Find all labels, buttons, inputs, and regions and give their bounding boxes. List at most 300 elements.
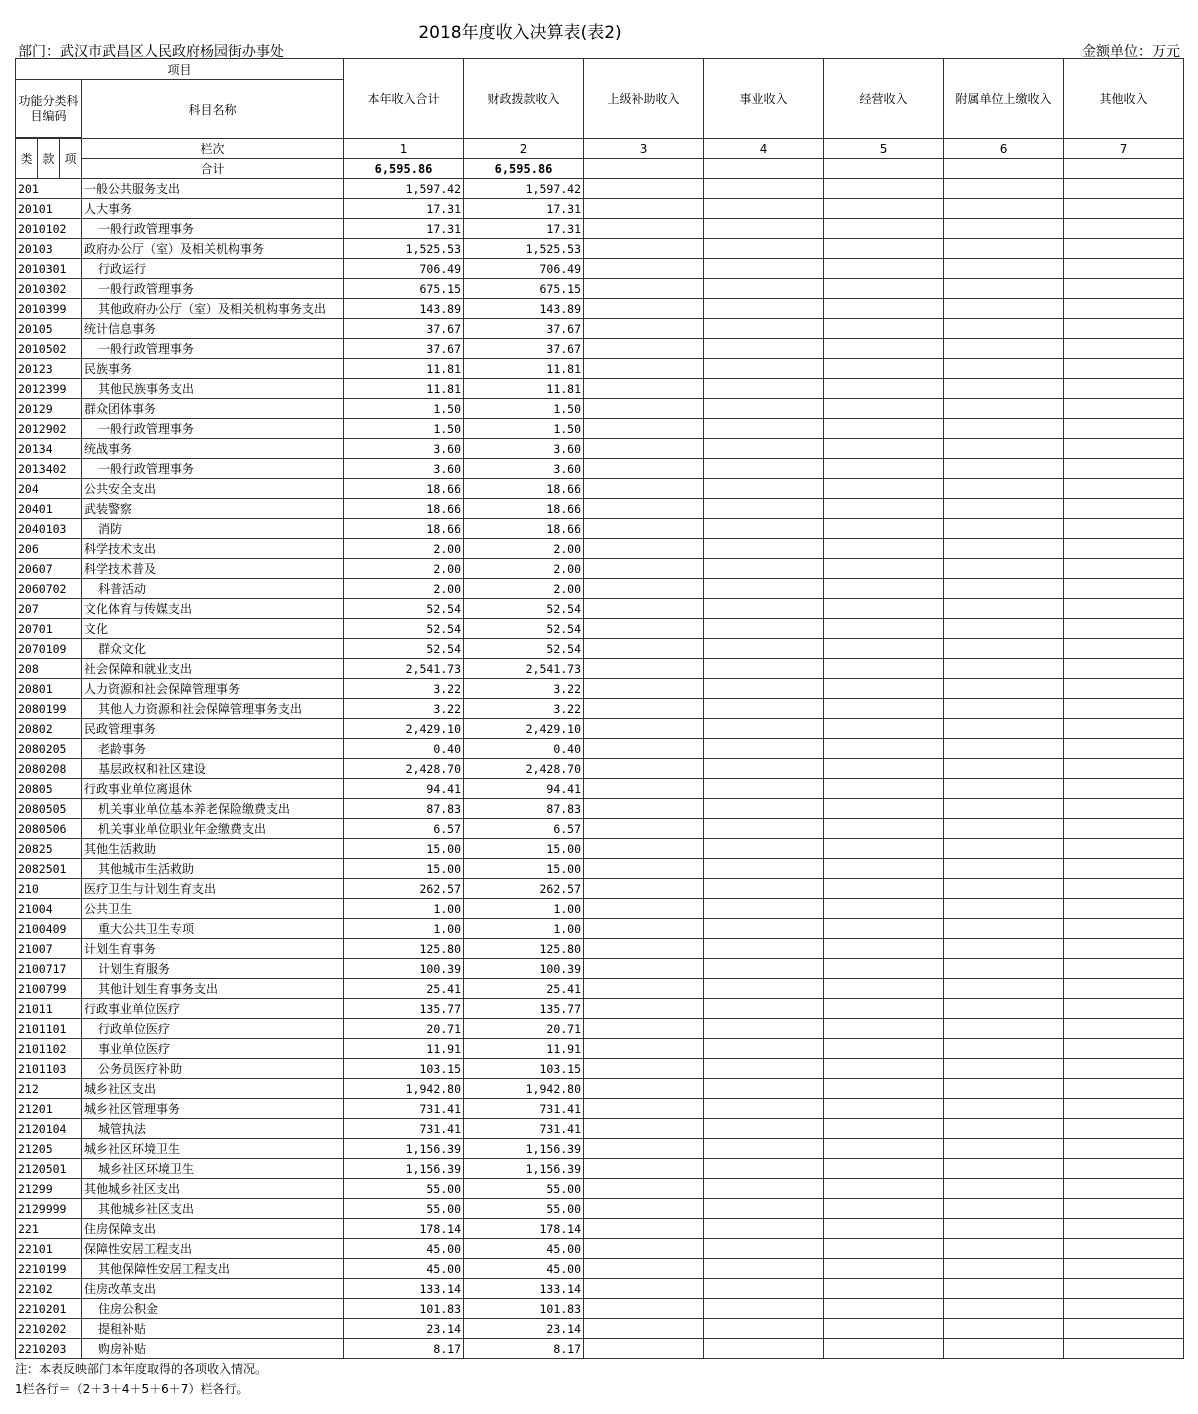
- row-value-c1: 1.00: [344, 899, 464, 919]
- row-empty-cell: [584, 279, 704, 299]
- row-empty-cell: [704, 419, 824, 439]
- row-code: 212: [16, 1079, 82, 1099]
- row-code: 2120104: [16, 1119, 82, 1139]
- row-empty-cell: [824, 419, 944, 439]
- row-empty-cell: [1064, 519, 1184, 539]
- row-value-c1: 3.60: [344, 459, 464, 479]
- row-subject-name: 群众团体事务: [82, 399, 344, 419]
- row-empty-cell: [944, 739, 1064, 759]
- row-empty-cell: [824, 979, 944, 999]
- row-empty-cell: [704, 939, 824, 959]
- row-empty-cell: [824, 439, 944, 459]
- row-empty-cell: [584, 759, 704, 779]
- row-value-c1: 3.22: [344, 699, 464, 719]
- row-empty-cell: [944, 919, 1064, 939]
- table-row: [16, 219, 1184, 239]
- row-empty-cell: [824, 1059, 944, 1079]
- row-code: 2010102: [16, 219, 82, 239]
- row-subject-name: 事业单位医疗: [82, 1039, 344, 1059]
- row-empty-cell: [584, 1099, 704, 1119]
- col-number-7: 7: [1064, 139, 1184, 159]
- row-empty-cell: [1064, 1119, 1184, 1139]
- row-value-c1: 731.41: [344, 1099, 464, 1119]
- row-empty-cell: [1064, 1259, 1184, 1279]
- row-subject-name: 行政事业单位医疗: [82, 999, 344, 1019]
- table-row: [16, 679, 1184, 699]
- row-value-c1: 1.50: [344, 419, 464, 439]
- row-value-c2: 1,942.80: [464, 1079, 584, 1099]
- row-empty-cell: [824, 639, 944, 659]
- row-empty-cell: [824, 619, 944, 639]
- row-empty-cell: [1064, 499, 1184, 519]
- row-empty-cell: [824, 579, 944, 599]
- row-empty-cell: [944, 319, 1064, 339]
- table-row: [16, 1119, 1184, 1139]
- row-value-c2: 2.00: [464, 579, 584, 599]
- row-value-c1: 100.39: [344, 959, 464, 979]
- row-empty-cell: [944, 259, 1064, 279]
- row-value-c2: 52.54: [464, 619, 584, 639]
- row-empty-cell: [1064, 1079, 1184, 1099]
- row-value-c2: 52.54: [464, 599, 584, 619]
- row-empty-cell: [944, 1339, 1064, 1359]
- row-empty-cell: [824, 199, 944, 219]
- table-row: [16, 399, 1184, 419]
- row-empty-cell: [704, 1159, 824, 1179]
- row-code: 2080505: [16, 799, 82, 819]
- row-empty-cell: [704, 1319, 824, 1339]
- row-empty-cell: [1064, 399, 1184, 419]
- row-value-c2: 3.22: [464, 679, 584, 699]
- row-empty-cell: [824, 1079, 944, 1099]
- row-empty-cell: [944, 459, 1064, 479]
- table-row: [16, 1299, 1184, 1319]
- row-value-c2: 103.15: [464, 1059, 584, 1079]
- row-empty-cell: [1064, 1099, 1184, 1119]
- row-empty-cell: [824, 1279, 944, 1299]
- row-empty-cell: [824, 1139, 944, 1159]
- row-empty-cell: [704, 519, 824, 539]
- row-code: 2060702: [16, 579, 82, 599]
- row-value-c2: 20.71: [464, 1019, 584, 1039]
- table-row: [16, 439, 1184, 459]
- table-row: [16, 459, 1184, 479]
- row-empty-cell: [944, 1239, 1064, 1259]
- row-value-c1: 6.57: [344, 819, 464, 839]
- row-subject-name: 科普活动: [82, 579, 344, 599]
- row-empty-cell: [704, 739, 824, 759]
- table-row: [16, 939, 1184, 959]
- col-number-4: 4: [704, 139, 824, 159]
- row-code: 21007: [16, 939, 82, 959]
- table-row: [16, 1039, 1184, 1059]
- row-empty-cell: [584, 1019, 704, 1039]
- table-row: [16, 279, 1184, 299]
- row-empty-cell: [944, 699, 1064, 719]
- row-value-c1: 2.00: [344, 539, 464, 559]
- row-empty-cell: [824, 799, 944, 819]
- row-empty-cell: [704, 379, 824, 399]
- row-empty-cell: [704, 799, 824, 819]
- table-row: [16, 319, 1184, 339]
- row-subject-name: 消防: [82, 519, 344, 539]
- row-empty-cell: [704, 679, 824, 699]
- row-empty-cell: [824, 179, 944, 199]
- row-empty-cell: [584, 1239, 704, 1259]
- row-empty-cell: [584, 879, 704, 899]
- row-value-c1: 45.00: [344, 1239, 464, 1259]
- header-col-1: 本年收入合计: [344, 59, 464, 139]
- row-value-c1: 125.80: [344, 939, 464, 959]
- row-value-c1: 675.15: [344, 279, 464, 299]
- row-empty-cell: [1064, 579, 1184, 599]
- row-empty-cell: [824, 299, 944, 319]
- row-subject-name: 人力资源和社会保障管理事务: [82, 679, 344, 699]
- row-empty-cell: [944, 1219, 1064, 1239]
- row-empty-cell: [1064, 239, 1184, 259]
- row-empty-cell: [704, 1259, 824, 1279]
- row-empty-cell: [824, 279, 944, 299]
- row-empty-cell: [944, 519, 1064, 539]
- row-value-c2: 17.31: [464, 199, 584, 219]
- row-code: 208: [16, 659, 82, 679]
- row-empty-cell: [704, 1179, 824, 1199]
- row-empty-cell: [944, 899, 1064, 919]
- row-empty-cell: [584, 1059, 704, 1079]
- row-empty-cell: [1064, 1139, 1184, 1159]
- row-empty-cell: [704, 1199, 824, 1219]
- row-empty-cell: [1064, 619, 1184, 639]
- row-empty-cell: [704, 559, 824, 579]
- row-subject-name: 民政管理事务: [82, 719, 344, 739]
- row-value-c2: 18.66: [464, 519, 584, 539]
- row-empty-cell: [824, 539, 944, 559]
- row-value-c1: 1,942.80: [344, 1079, 464, 1099]
- row-value-c2: 11.81: [464, 379, 584, 399]
- table-title: 2018年度收入决算表(表2): [418, 23, 622, 43]
- row-value-c2: 55.00: [464, 1199, 584, 1219]
- row-empty-cell: [704, 1059, 824, 1079]
- row-value-c1: 262.57: [344, 879, 464, 899]
- row-value-c1: 55.00: [344, 1179, 464, 1199]
- row-code: 20129: [16, 399, 82, 419]
- amount-unit-label: 金额单位：万元: [1082, 44, 1180, 60]
- row-code: 20123: [16, 359, 82, 379]
- row-value-c2: 731.41: [464, 1099, 584, 1119]
- row-subject-name: 一般行政管理事务: [82, 339, 344, 359]
- row-empty-cell: [944, 219, 1064, 239]
- row-empty-cell: [944, 1259, 1064, 1279]
- row-empty-cell: [584, 479, 704, 499]
- row-empty-cell: [824, 1239, 944, 1259]
- row-value-c1: 0.40: [344, 739, 464, 759]
- row-empty-cell: [584, 619, 704, 639]
- row-value-c2: 731.41: [464, 1119, 584, 1139]
- row-code: 206: [16, 539, 82, 559]
- table-row: [16, 739, 1184, 759]
- table-row: [16, 1199, 1184, 1219]
- row-empty-cell: [584, 1139, 704, 1159]
- row-empty-cell: [1064, 179, 1184, 199]
- row-value-c2: 135.77: [464, 999, 584, 1019]
- row-empty-cell: [1064, 719, 1184, 739]
- row-empty-cell: [944, 499, 1064, 519]
- row-empty-cell: [704, 659, 824, 679]
- row-empty-cell: [824, 819, 944, 839]
- row-empty-cell: [584, 559, 704, 579]
- row-empty-cell: [1064, 359, 1184, 379]
- row-subject-name: 重大公共卫生专项: [82, 919, 344, 939]
- row-subject-name: 群众文化: [82, 639, 344, 659]
- row-empty-cell: [704, 359, 824, 379]
- row-empty-cell: [1064, 919, 1184, 939]
- row-empty-cell: [944, 779, 1064, 799]
- table-row: [16, 1279, 1184, 1299]
- row-empty-cell: [584, 299, 704, 319]
- row-code: 20103: [16, 239, 82, 259]
- table-row: [16, 639, 1184, 659]
- row-empty-cell: [584, 459, 704, 479]
- row-empty-cell: [704, 179, 824, 199]
- row-empty-cell: [944, 799, 1064, 819]
- row-subject-name: 一般行政管理事务: [82, 459, 344, 479]
- table-row: [16, 239, 1184, 259]
- department-label: 部门：武汉市武昌区人民政府杨园街办事处: [18, 44, 284, 60]
- row-empty-cell: [944, 1079, 1064, 1099]
- row-value-c1: 94.41: [344, 779, 464, 799]
- row-subject-name: 基层政权和社区建设: [82, 759, 344, 779]
- row-empty-cell: [704, 539, 824, 559]
- row-empty-cell: [944, 279, 1064, 299]
- row-subject-name: 保障性安居工程支出: [82, 1239, 344, 1259]
- row-empty-cell: [584, 519, 704, 539]
- row-empty-cell: [824, 1039, 944, 1059]
- table-row: [16, 899, 1184, 919]
- row-value-c1: 55.00: [344, 1199, 464, 1219]
- row-empty-cell: [944, 999, 1064, 1019]
- row-code: 2100717: [16, 959, 82, 979]
- row-empty-cell: [584, 1319, 704, 1339]
- row-empty-cell: [584, 379, 704, 399]
- row-empty-cell: [704, 759, 824, 779]
- row-value-c1: 1.00: [344, 919, 464, 939]
- row-value-c2: 262.57: [464, 879, 584, 899]
- row-empty-cell: [824, 259, 944, 279]
- row-empty-cell: [584, 1079, 704, 1099]
- row-value-c2: 15.00: [464, 839, 584, 859]
- table-row: [16, 1219, 1184, 1239]
- table-row: [16, 559, 1184, 579]
- row-empty-cell: [584, 999, 704, 1019]
- row-value-c2: 143.89: [464, 299, 584, 319]
- row-subject-name: 其他城乡社区支出: [82, 1179, 344, 1199]
- row-subject-name: 公务员医疗补助: [82, 1059, 344, 1079]
- row-empty-cell: [704, 839, 824, 859]
- row-empty-cell: [704, 779, 824, 799]
- table-row: [16, 1059, 1184, 1079]
- row-empty-cell: [584, 919, 704, 939]
- table-row: [16, 379, 1184, 399]
- row-value-c1: 1,525.53: [344, 239, 464, 259]
- row-empty-cell: [1064, 599, 1184, 619]
- row-value-c1: 18.66: [344, 499, 464, 519]
- row-empty-cell: [824, 659, 944, 679]
- row-value-c2: 0.40: [464, 739, 584, 759]
- col-number-3: 3: [584, 139, 704, 159]
- table-row: [16, 959, 1184, 979]
- table-row: [16, 759, 1184, 779]
- row-empty-cell: [944, 679, 1064, 699]
- table-body: [16, 179, 1184, 1359]
- row-empty-cell: [584, 199, 704, 219]
- row-value-c2: 1.50: [464, 419, 584, 439]
- row-value-c1: 8.17: [344, 1339, 464, 1359]
- row-empty-cell: [1064, 1039, 1184, 1059]
- table-row: [16, 659, 1184, 679]
- row-code: 2082501: [16, 859, 82, 879]
- row-empty-cell: [944, 1039, 1064, 1059]
- row-empty-cell: [824, 759, 944, 779]
- row-empty-cell: [584, 719, 704, 739]
- table-row: [16, 1159, 1184, 1179]
- row-code: 20701: [16, 619, 82, 639]
- row-empty-cell: [824, 779, 944, 799]
- row-empty-cell: [704, 499, 824, 519]
- row-code: 2100799: [16, 979, 82, 999]
- row-empty-cell: [1064, 1279, 1184, 1299]
- row-empty-cell: [824, 459, 944, 479]
- row-subject-name: 一般行政管理事务: [82, 219, 344, 239]
- row-empty-cell: [704, 579, 824, 599]
- row-empty-cell: [824, 499, 944, 519]
- row-value-c2: 3.60: [464, 439, 584, 459]
- row-value-c2: 3.60: [464, 459, 584, 479]
- row-value-c2: 3.22: [464, 699, 584, 719]
- row-empty-cell: [824, 519, 944, 539]
- row-code: 2012399: [16, 379, 82, 399]
- row-value-c1: 178.14: [344, 1219, 464, 1239]
- row-empty-cell: [584, 1159, 704, 1179]
- row-value-c1: 143.89: [344, 299, 464, 319]
- row-empty-cell: [704, 699, 824, 719]
- row-value-c1: 15.00: [344, 839, 464, 859]
- row-empty-cell: [704, 719, 824, 739]
- row-value-c2: 675.15: [464, 279, 584, 299]
- row-subject-name: 城乡社区管理事务: [82, 1099, 344, 1119]
- row-empty-cell: [704, 1299, 824, 1319]
- row-empty-cell: [1064, 699, 1184, 719]
- row-empty-cell: [944, 1139, 1064, 1159]
- row-subject-name: 科学技术普及: [82, 559, 344, 579]
- table-row: [16, 719, 1184, 739]
- row-value-c2: 17.31: [464, 219, 584, 239]
- row-value-c2: 1.00: [464, 899, 584, 919]
- table-row: [16, 619, 1184, 639]
- row-code: 2210202: [16, 1319, 82, 1339]
- row-subject-name: 政府办公厅（室）及相关机构事务: [82, 239, 344, 259]
- header-xiang: 项: [60, 139, 82, 179]
- row-code: 2120501: [16, 1159, 82, 1179]
- row-empty-cell: [1064, 819, 1184, 839]
- row-code: 2010302: [16, 279, 82, 299]
- row-subject-name: 民族事务: [82, 359, 344, 379]
- row-empty-cell: [944, 939, 1064, 959]
- row-empty-cell: [944, 1119, 1064, 1139]
- row-empty-cell: [1064, 279, 1184, 299]
- row-value-c1: 11.81: [344, 379, 464, 399]
- row-value-c1: 1.50: [344, 399, 464, 419]
- row-empty-cell: [824, 1179, 944, 1199]
- row-empty-cell: [1064, 1019, 1184, 1039]
- row-empty-cell: [944, 579, 1064, 599]
- row-empty-cell: [1064, 1159, 1184, 1179]
- row-subject-name: 文化: [82, 619, 344, 639]
- total-col-2: 6,595.86: [464, 159, 584, 179]
- row-empty-cell: [704, 1099, 824, 1119]
- table-row: [16, 859, 1184, 879]
- row-empty-cell: [944, 479, 1064, 499]
- row-value-c2: 125.80: [464, 939, 584, 959]
- row-empty-cell: [944, 179, 1064, 199]
- table-row: [16, 499, 1184, 519]
- row-code: 2040103: [16, 519, 82, 539]
- row-value-c2: 178.14: [464, 1219, 584, 1239]
- row-code: 21004: [16, 899, 82, 919]
- row-empty-cell: [824, 379, 944, 399]
- row-empty-cell: [944, 419, 1064, 439]
- row-subject-name: 其他保障性安居工程支出: [82, 1259, 344, 1279]
- row-empty-cell: [824, 1319, 944, 1339]
- row-value-c1: 23.14: [344, 1319, 464, 1339]
- header-col-6: 附属单位上缴收入: [944, 59, 1064, 139]
- row-empty-cell: [584, 539, 704, 559]
- row-empty-cell: [704, 859, 824, 879]
- row-empty-cell: [944, 1319, 1064, 1339]
- row-value-c2: 133.14: [464, 1279, 584, 1299]
- row-value-c2: 2,428.70: [464, 759, 584, 779]
- row-value-c1: 2,428.70: [344, 759, 464, 779]
- row-value-c1: 11.81: [344, 359, 464, 379]
- footnote-1: 注：本表反映部门本年度取得的各项收入情况。: [15, 1362, 268, 1376]
- row-empty-cell: [944, 1299, 1064, 1319]
- col-number-6: 6: [944, 139, 1064, 159]
- row-empty-cell: [944, 619, 1064, 639]
- row-empty-cell: [704, 339, 824, 359]
- row-empty-cell: [944, 659, 1064, 679]
- row-code: 20801: [16, 679, 82, 699]
- row-code: 207: [16, 599, 82, 619]
- row-empty-cell: [704, 1239, 824, 1259]
- row-value-c1: 20.71: [344, 1019, 464, 1039]
- row-empty-cell: [944, 199, 1064, 219]
- row-empty-cell: [584, 639, 704, 659]
- row-empty-cell: [944, 1279, 1064, 1299]
- row-empty-cell: [704, 299, 824, 319]
- row-code: 22101: [16, 1239, 82, 1259]
- row-subject-name: 一般行政管理事务: [82, 419, 344, 439]
- row-subject-name: 城乡社区环境卫生: [82, 1139, 344, 1159]
- table-row: [16, 339, 1184, 359]
- row-empty-cell: [584, 819, 704, 839]
- row-empty-cell: [704, 899, 824, 919]
- row-empty-cell: [1064, 219, 1184, 239]
- row-empty-cell: [944, 539, 1064, 559]
- row-empty-cell: [1064, 679, 1184, 699]
- row-empty-cell: [824, 1019, 944, 1039]
- total-label: 合计: [82, 159, 344, 179]
- row-empty-cell: [944, 639, 1064, 659]
- row-empty-cell: [824, 1119, 944, 1139]
